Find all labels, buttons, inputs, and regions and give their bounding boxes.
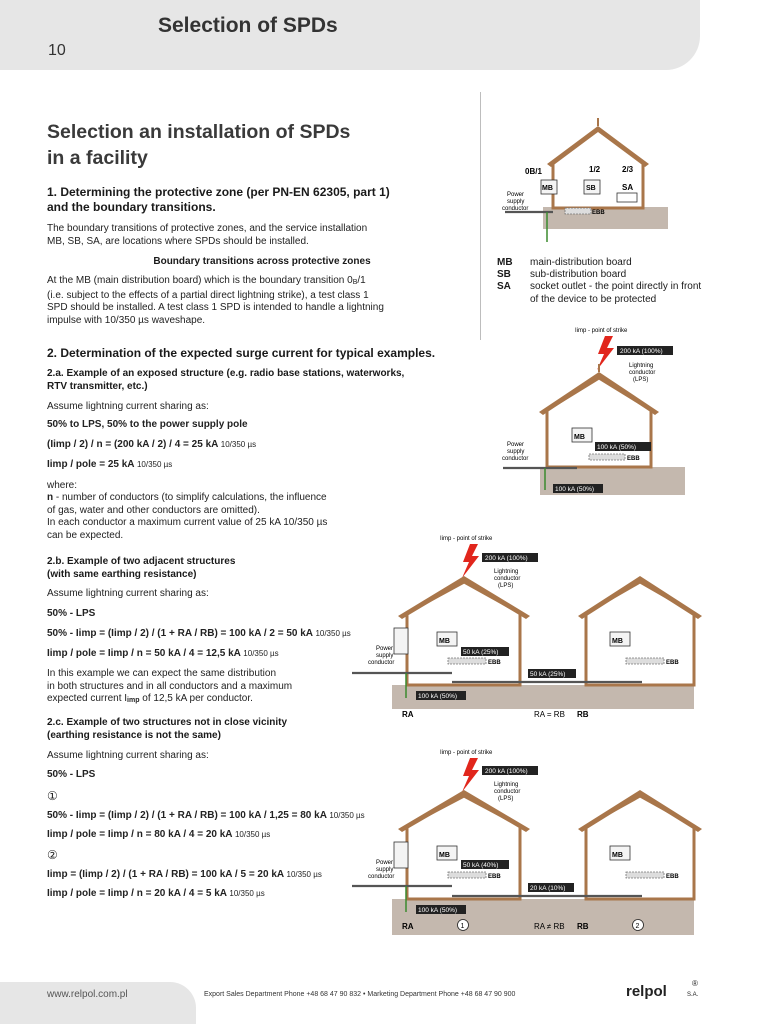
s2b-lps: 50% - LPS: [47, 608, 96, 619]
marker-1-label: 1: [460, 923, 465, 930]
n-line-4: can be expected.: [47, 529, 124, 541]
waveshape: 10/350 µs: [243, 649, 279, 658]
waveshape: 10/350 µs: [315, 629, 351, 638]
power-label-2: supply: [376, 867, 394, 873]
s2a-heading: [47, 368, 404, 393]
s2a-assume: Assume lightning current sharing as:: [47, 401, 209, 412]
page-title: Selection of SPDs: [158, 14, 338, 37]
s2b-text: [47, 668, 292, 708]
strike-label: Iimp - point of strike: [440, 750, 493, 756]
formula-text: Iimp / pole = 25 kA: [47, 459, 135, 470]
section-title-line-2: in a facility: [47, 147, 148, 169]
s1-para-text-b: /1: [357, 275, 366, 286]
s1-para-line-3: SPD should be installed. A test class 1 SPD is intended to handle a lightning: [47, 302, 384, 313]
ebb-bar: [589, 454, 625, 460]
s2a-sharing: 50% to LPS, 50% to the power supply pole: [47, 419, 248, 430]
s2b-formula-2: [47, 648, 279, 661]
ebb-bar: [565, 208, 591, 214]
formula-text: 50% - Iimp = (Iimp / 2) / (1 + RA / RB) = 100 kA / 2 = 50 kA: [47, 628, 313, 639]
rb-label: RB: [577, 922, 589, 931]
figure-protective-zones: [495, 112, 680, 252]
s1-heading-line-1: 1. Determining the protective zone (per PN-EN 62305, part 1): [47, 185, 390, 199]
waveshape: 10/350 µs: [286, 870, 322, 879]
s2c-formula-4: [47, 888, 265, 901]
formula-text: 50% - Iimp = (Iimp / 2) / (1 + RA / RB) = 100 kA / 1,25 = 80 kA: [47, 810, 327, 821]
formula-text: Iimp / pole = Iimp / n = 50 kA / 4 = 12,5 kA: [47, 648, 241, 659]
pole-box: [394, 628, 408, 654]
imp-sub: imp: [127, 697, 140, 704]
ebb-label: EBB: [627, 456, 640, 462]
s1-paragraph: [47, 275, 384, 327]
ra-label: RA: [402, 710, 414, 719]
pole-current-label: 100 kA (50%): [597, 444, 637, 451]
strike-label: Iimp - point of strike: [440, 536, 493, 542]
formula-text: Iimp / pole = Iimp / n = 80 kA / 4 = 20 kA: [47, 829, 233, 840]
s2b-heading-line-1: 2.b. Example of two adjacent structures: [47, 556, 236, 567]
ground-current-label: 100 kA (50%): [418, 693, 458, 700]
lps-label-3: (LPS): [498, 583, 514, 589]
s1-heading-line-2: and the boundary transitions.: [47, 200, 216, 214]
house-right: [586, 796, 694, 899]
ra-rb-label: RA ≠ RB: [534, 922, 565, 931]
s2b-assume: Assume lightning current sharing as:: [47, 588, 209, 599]
mb-label: MB: [542, 185, 553, 192]
s2b-text-line-1: In this example we can expect the same distribution: [47, 668, 277, 679]
ebb-label-left: EBB: [488, 874, 501, 880]
s2c-formula-3: [47, 869, 322, 882]
house-left: [407, 796, 520, 899]
lps-label-1: Lightning: [629, 363, 654, 369]
lps-label-2: conductor: [494, 576, 521, 582]
rb-label: RB: [577, 710, 589, 719]
s2c-mark-2: ②: [47, 848, 58, 862]
power-label-3: conductor: [502, 206, 529, 212]
column-divider: [480, 92, 481, 340]
s2c-heading: [47, 717, 287, 742]
s1-intro-line-2: MB, SB, SA, are locations where SPDs should be installed.: [47, 235, 309, 247]
zone-label-2: 2/3: [622, 165, 634, 174]
lps-current-label: 200 kA (100%): [620, 348, 663, 355]
s1-para-line-4: impulse with 10/350 µs waveshape.: [47, 314, 206, 326]
ground-current-label: 100 kA (50%): [555, 486, 595, 493]
formula-text: Iimp / pole = Iimp / n = 20 kA / 4 = 5 kA: [47, 888, 227, 899]
legend-key-sa: SA: [497, 281, 511, 292]
lps-current-label: 200 kA (100%): [485, 768, 528, 775]
s1-para-line-2: (i.e. subject to the effects of a partial direct lightning strike), a test class 1: [47, 289, 369, 301]
power-label-2: supply: [507, 199, 525, 205]
page-number: 10: [48, 42, 66, 59]
s1-para-sub: B: [352, 279, 358, 286]
waveshape: 10/350 µs: [234, 830, 271, 839]
mb-label-left: MB: [439, 638, 450, 645]
s2a-formula-2: [47, 459, 172, 472]
zone-label-0: 0B/1: [525, 167, 542, 176]
lps-current-label: 200 kA (100%): [485, 555, 528, 562]
legend-value-mb: main-distribution board: [530, 257, 632, 268]
s1-intro-line-1: The boundary transitions of protective zones, and the service installation: [47, 223, 368, 234]
lps-label-1: Lightning: [494, 782, 519, 788]
sa-label: SA: [622, 183, 634, 192]
power-label-1: Power: [507, 442, 525, 448]
ebb-bar-right: [626, 872, 664, 878]
pole-current-label: 50 kA (25%): [463, 649, 499, 656]
waveshape: 10/350 µs: [136, 460, 173, 469]
footer-contact: Export Sales Department Phone +48 68 47 90 832 • Marketing Department Phone +48 68 47 90 900: [204, 991, 516, 998]
power-label-1: Power: [507, 192, 525, 198]
section-title-line-1: Selection an installation of SPDs: [47, 121, 351, 143]
mb-label: MB: [574, 434, 585, 441]
s2a-n-definition: [47, 492, 327, 542]
zone-label-1: 1/2: [589, 165, 601, 174]
s2a-heading-line-1: 2.a. Example of an exposed structure (e.g. radio base stations, waterworks,: [47, 368, 405, 379]
relpol-logo: relpol: [626, 983, 667, 1000]
waveshape: 10/350 µs: [229, 889, 265, 898]
s1-subheading: Boundary transitions across protective zones: [153, 256, 371, 267]
lps-label-3: (LPS): [498, 796, 514, 802]
s2b-text-line-2: in both structures and in all conductors and a maximum: [47, 680, 293, 692]
link-current-label: 20 kA (10%): [530, 885, 566, 892]
power-label-1: Power: [376, 646, 394, 652]
power-label-3: conductor: [368, 874, 395, 880]
section-title: [47, 119, 350, 171]
power-label-2: supply: [507, 449, 525, 455]
mb-label-right: MB: [612, 638, 623, 645]
s2c-formula-1: [47, 810, 365, 823]
s2c-lps: 50% - LPS: [47, 769, 96, 780]
n-text: - number of conductors (to simplify calculations, the influence: [53, 492, 327, 503]
legend-value-sb: sub-distribution board: [530, 269, 627, 280]
power-label-2: supply: [376, 653, 394, 659]
s2c-mark-1: ①: [47, 789, 58, 803]
lightning-bolt-icon: [462, 544, 479, 578]
power-label-1: Power: [376, 860, 394, 866]
ebb-bar-right: [626, 658, 664, 664]
house-left: [407, 582, 520, 685]
n-line-3: In each conductor a maximum current value of 25 kA 10/350 µs: [47, 517, 328, 528]
sa-socket: [617, 193, 637, 202]
sb-label: SB: [586, 185, 596, 192]
relpol-logo-mark: ®: [692, 979, 698, 988]
ebb-label-right: EBB: [666, 874, 679, 880]
s2b-text-line-3b: of 12,5 kA per conductor.: [139, 693, 253, 704]
figure-distant-structures: [352, 744, 704, 939]
lps-label-1: Lightning: [494, 569, 519, 575]
n-line-2: of gas, water and other conductors are omitted).: [47, 504, 260, 516]
ebb-label-left: EBB: [488, 660, 501, 666]
figure-adjacent-structures: [352, 530, 704, 725]
s2a-formula-1: [47, 439, 256, 452]
house-right: [586, 582, 694, 685]
s1-para-text: At the MB (main distribution board) which is the boundary transition 0: [47, 275, 353, 286]
ebb-label: EBB: [592, 210, 605, 216]
power-label-3: conductor: [368, 660, 395, 666]
ground: [543, 207, 668, 229]
formula-text: Iimp = (Iimp / 2) / (1 + RA / RB) = 100 kA / 5 = 20 kA: [47, 869, 284, 880]
legend-key-sb: SB: [497, 269, 511, 280]
lightning-bolt-icon: [462, 758, 479, 792]
mb-label-left: MB: [439, 852, 450, 859]
s1-intro: [47, 223, 367, 248]
pole-box: [394, 842, 408, 868]
page-header-band: [0, 0, 700, 70]
s2b-heading-line-2: (with same earthing resistance): [47, 568, 197, 580]
lps-label-2: conductor: [494, 789, 521, 795]
s2b-formula-1: [47, 628, 351, 641]
link-current-label: 50 kA (25%): [530, 671, 566, 678]
strike-label: Iimp - point of strike: [575, 328, 628, 334]
s2b-text-line-3: expected current I: [47, 693, 128, 704]
ra-rb-label: RA = RB: [534, 710, 565, 719]
power-label-3: conductor: [502, 456, 529, 462]
lps-label-3: (LPS): [633, 377, 649, 383]
legend-value-sa: socket outlet - the point directly in front of the device to be protected: [530, 281, 702, 305]
n-symbol: n: [47, 492, 54, 503]
ebb-bar-left: [448, 658, 486, 664]
s2c-formula-2: [47, 829, 270, 842]
s2c-heading-line-2: (earthing resistance is not the same): [47, 729, 221, 741]
ebb-label-right: EBB: [666, 660, 679, 666]
legend-key-mb: MB: [497, 257, 513, 268]
s2-heading: 2. Determination of the expected surge current for typical examples.: [47, 346, 436, 360]
s2a-heading-line-2: RTV transmitter, etc.): [47, 380, 148, 392]
waveshape: 10/350 µs: [220, 440, 257, 449]
marker-2-label: 2: [635, 923, 640, 930]
waveshape: 10/350 µs: [329, 811, 365, 820]
s2b-heading: [47, 556, 235, 581]
ground-current-label: 100 kA (50%): [418, 907, 458, 914]
mb-label-right: MB: [612, 852, 623, 859]
ra-label: RA: [402, 922, 414, 931]
footer-url[interactable]: www.relpol.com.pl: [47, 989, 128, 1000]
pole-current-label: 50 kA (40%): [463, 862, 499, 869]
formula-text: (Iimp / 2) / n = (200 kA / 2) / 4 = 25 kA: [47, 439, 218, 450]
ebb-bar-left: [448, 872, 486, 878]
s2c-heading-line-1: 2.c. Example of two structures not in close vicinity: [47, 717, 288, 728]
s1-heading: [47, 185, 390, 215]
figure-exposed-structure: [495, 322, 685, 497]
relpol-logo-sa: S.A.: [687, 992, 699, 998]
lps-label-2: conductor: [629, 370, 656, 376]
s2a-where: where:: [47, 480, 78, 491]
s2c-assume: Assume lightning current sharing as:: [47, 750, 209, 761]
